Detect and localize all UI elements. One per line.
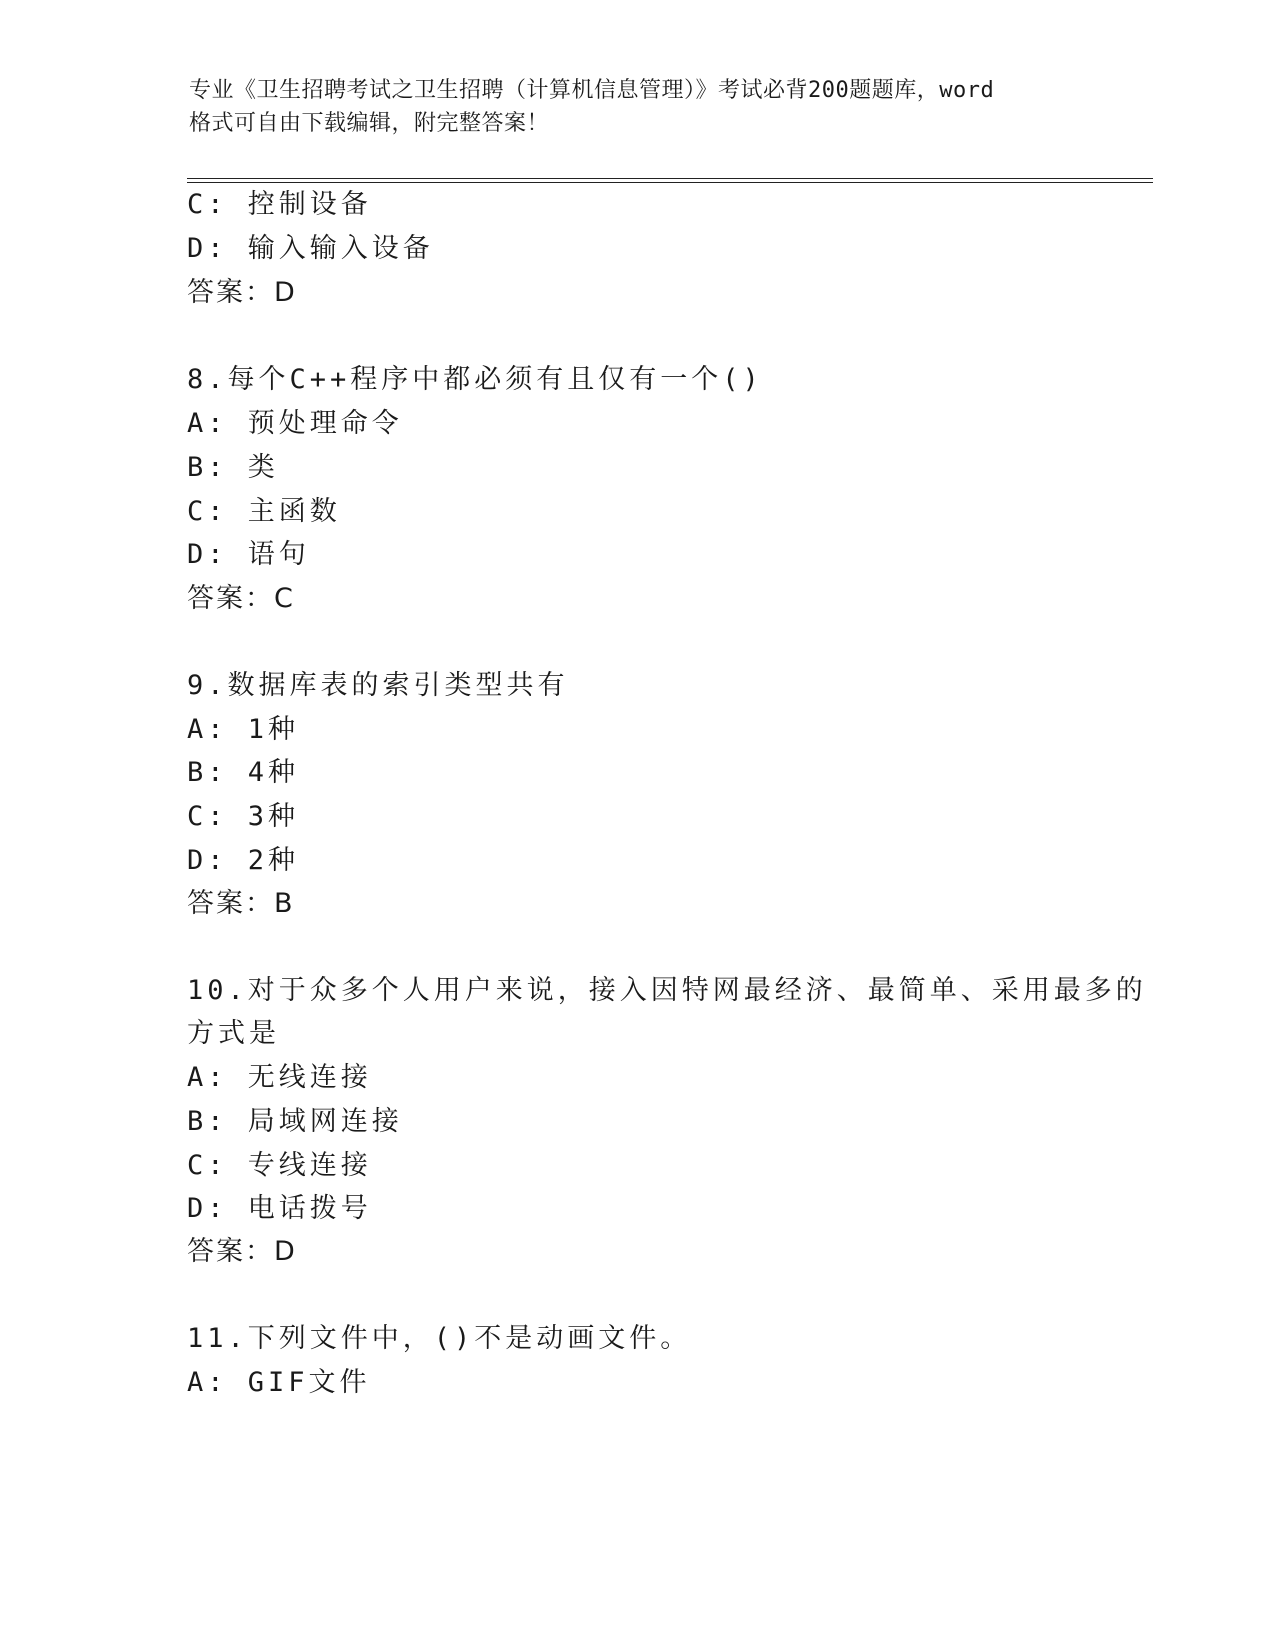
answer-label: 答案：	[187, 277, 274, 308]
answer-label: 答案：	[187, 583, 274, 614]
q10-option-d: D: 电话拨号	[187, 1193, 372, 1224]
q9-stem: 9.数据库表的索引类型共有	[187, 670, 569, 701]
q11-option-a: A: GIF文件	[187, 1367, 371, 1398]
q11-stem: 11.下列文件中，()不是动画文件。	[187, 1323, 692, 1354]
q7-answer	[187, 277, 296, 309]
q9-option-b: B: 4种	[187, 757, 300, 788]
answer-value: B	[274, 888, 294, 919]
q8-stem: 8.每个C++程序中都必须有且仅有一个()	[187, 364, 763, 395]
q10-option-b: B: 局域网连接	[187, 1106, 403, 1137]
q8-option-d: D: 语句	[187, 539, 310, 570]
answer-label: 答案：	[187, 888, 274, 919]
q10-stem-line-1: 10.对于众多个人用户来说，接入因特网最经济、最简单、采用最多的	[187, 975, 1147, 1006]
document-header	[189, 74, 1089, 140]
header-line-2: 格式可自由下载编辑，附完整答案！	[189, 111, 550, 136]
header-divider-bottom	[187, 182, 1153, 183]
q7-option-c: C: 控制设备	[187, 189, 372, 220]
q9-option-a: A: 1种	[187, 714, 300, 745]
q10-stem-line-2: 方式是	[187, 1018, 280, 1049]
header-line-1: 专业《卫生招聘考试之卫生招聘（计算机信息管理）》考试必背200题题库，word	[189, 78, 995, 103]
q10-answer	[187, 1236, 296, 1268]
q10-option-a: A: 无线连接	[187, 1062, 372, 1093]
q9-option-c: C: 3种	[187, 801, 300, 832]
q8-answer	[187, 583, 294, 615]
answer-value: D	[274, 1236, 296, 1267]
q7-option-d: D: 输入输入设备	[187, 233, 434, 264]
q9-option-d: D: 2种	[187, 845, 300, 876]
answer-value: D	[274, 277, 296, 308]
q9-answer	[187, 888, 294, 920]
q8-option-b: B: 类	[187, 452, 279, 483]
answer-value: C	[274, 583, 294, 614]
answer-label: 答案：	[187, 1236, 274, 1267]
q10-option-c: C: 专线连接	[187, 1150, 372, 1181]
q8-option-c: C: 主函数	[187, 496, 341, 527]
q8-option-a: A: 预处理命令	[187, 408, 403, 439]
header-divider-top	[187, 178, 1153, 179]
